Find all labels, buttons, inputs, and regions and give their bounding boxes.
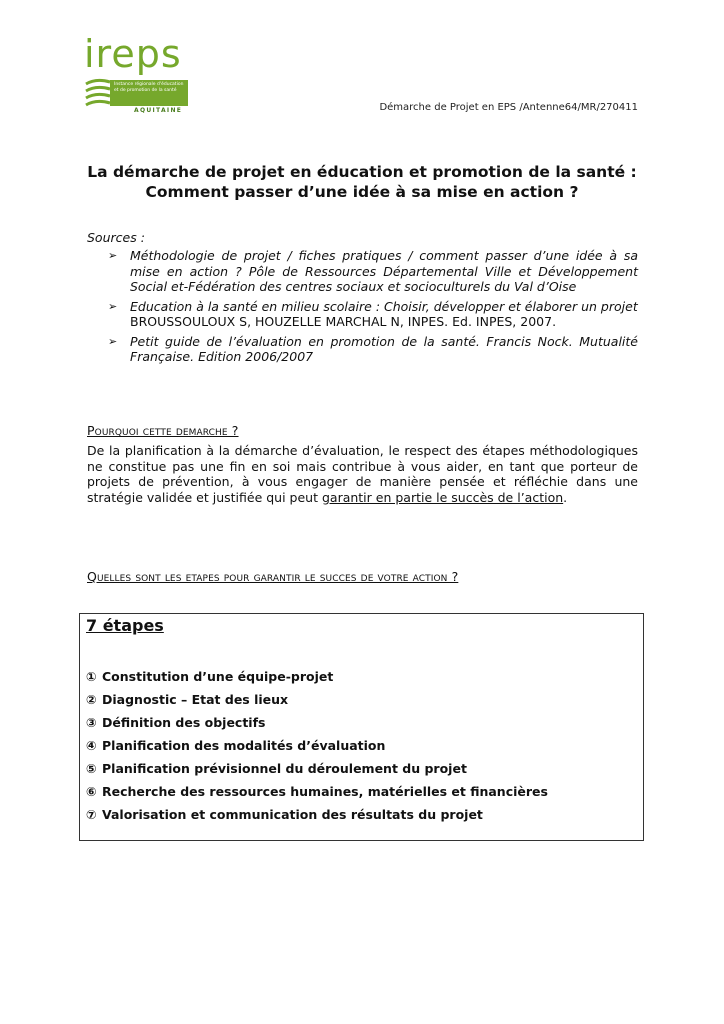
logo-wordmark: ireps	[84, 32, 182, 76]
steps-heading: Quelles sont les etapes pour garantir le succes de votre action ?	[87, 569, 459, 584]
arrow-bullet-icon: ➢	[108, 249, 118, 262]
steps-box	[79, 613, 644, 841]
why-heading: Pourquoi cette demarche ?	[87, 423, 239, 438]
why-end: .	[563, 489, 568, 505]
step-number: ③	[86, 715, 97, 730]
step-item	[86, 757, 548, 780]
sources-label: Sources :	[87, 230, 145, 245]
arrow-bullet-icon: ➢	[108, 299, 118, 313]
step-label: Définition des objectifs	[102, 715, 266, 730]
source-authors: BROUSSOULOUX S, HOUZELLE MARCHAL N, INPES. Ed. INPES, 2007.	[130, 314, 557, 329]
step-label: Planification prévisionnel du déroulement du projet	[102, 761, 467, 776]
source-text: Education à la santé en milieu scolaire : Choisir, développer et élaborer un projet	[130, 298, 638, 314]
step-number: ⑦	[86, 807, 97, 822]
sources-list	[108, 248, 638, 369]
step-number: ①	[86, 669, 97, 684]
step-label: Planification des modalités d’évaluation	[102, 738, 386, 753]
source-item	[108, 334, 638, 365]
logo-region: AQUITAINE	[134, 107, 183, 114]
ireps-logo	[84, 32, 194, 116]
step-label: Constitution d’une équipe-projet	[102, 669, 334, 684]
why-paragraph	[87, 443, 638, 505]
source-item	[108, 248, 638, 295]
step-item	[86, 780, 548, 803]
step-item	[86, 803, 548, 826]
logo-tagline: Instance régionale d'éducation et de promotion de la santé	[114, 82, 184, 93]
step-label: Recherche des ressources humaines, matérielles et financières	[102, 784, 548, 799]
step-label: Valorisation et communication des résultats du projet	[102, 807, 483, 822]
step-number: ⑥	[86, 784, 97, 799]
arrow-bullet-icon: ➢	[108, 334, 118, 348]
source-item	[108, 299, 638, 330]
logo-waves-icon	[84, 78, 112, 108]
source-text: Méthodologie de projet / fiches pratiques / comment passer d’une idée à sa mise en action ? Pôle de Ressources Départemental Ville et Développement Social et-Fédération des centres sociaux et socioculturels du Val d’Oise	[130, 248, 638, 294]
step-label: Diagnostic – Etat des lieux	[102, 692, 289, 707]
title-line-1: La démarche de projet en éducation et promotion de la santé :	[87, 163, 637, 181]
step-item	[86, 711, 548, 734]
step-item	[86, 688, 548, 711]
step-item	[86, 665, 548, 688]
title-line-2: Comment passer d’une idée à sa mise en action ?	[145, 183, 579, 201]
step-number: ⑤	[86, 761, 97, 776]
why-underlined: garantir en partie le succès de l’action	[321, 489, 564, 505]
steps-list	[86, 665, 548, 826]
source-text: Petit guide de l’évaluation en promotion de la santé. Francis Nock. Mutualité Française. Edition 2006/2007	[130, 333, 638, 364]
steps-box-title: 7 étapes	[86, 616, 164, 635]
document-reference: Démarche de Projet en EPS /Antenne64/MR/270411	[379, 102, 638, 113]
step-number: ④	[86, 738, 97, 753]
logo-green-block	[110, 80, 188, 106]
document-title	[80, 162, 644, 202]
why-text: De la planification à la démarche d’évaluation, le respect des étapes méthodologiques ne constitue pas une fin en soi mais contribue à vous aider, en tant que porteur de projets de prévention, à vous engager de manière pensée et réfléchie dans une stratégie validée et justifiée qui peut	[87, 443, 638, 505]
step-item	[86, 734, 548, 757]
step-number: ②	[86, 692, 97, 707]
